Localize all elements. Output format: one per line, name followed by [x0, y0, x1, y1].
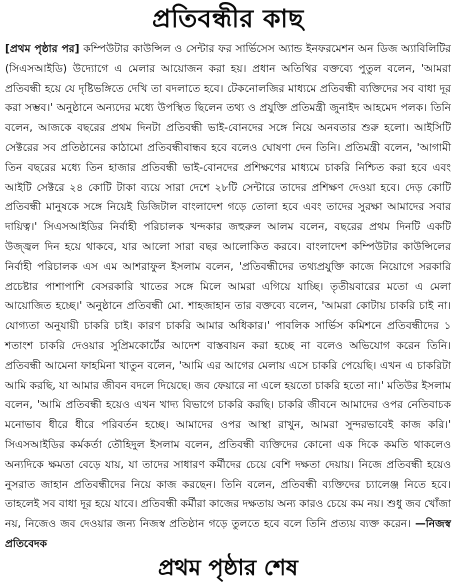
article-paragraph [5, 40, 451, 555]
headline: প্রতিবন্ধীর কাছ [152, 4, 304, 33]
next-article-headline-fragment: প্রথম পৃষ্ঠার শেষ [157, 556, 299, 581]
next-article-cutoff [0, 556, 456, 581]
article-text: কম্পিউটার কাউন্সিল ও সেন্টার ফর সার্ভিসেস অ্যান্ড ইনফরমেশন অন ডিজ অ্যাবিলিটির (সিএসআইডি) উদ্যোগে এ মেলার আয়োজন করা হয়। প্রধান অতিথির বক্তব্যে পুতুল বলেন, 'আমরা প্রতিবন্ধী হয়ে যে দৃষ্টিভঙ্গিতে দেখি তা বদলাতে হবে। টেকনোলজির মাধ্যমে প্রতিবন্ধী ব্যক্তিদের সব বাধা দূর করা সম্ভব।' অনুষ্ঠানে অন্যদের মধ্যে উপস্থিত ছিলেন তথ্য ও প্রযুক্তি প্রতিমন্ত্রী জুনাইদ আহমেদ পলক। তিনি বলেন, আজকে বছরের প্রথম দিনটা প্রতিবন্ধী ভাই-বোনদের সঙ্গে নিয়ে অনবতার শুরু হলো। আইসিটি সেক্টরের সব প্রতিষ্ঠানের কাঠামো প্রতিবন্ধীবান্ধব হবে বলেও ঘোষণা দেন তিনি। প্রতিমন্ত্রী বলেন, 'আগামী তিন বছরের মধ্যে তিন হাজার প্রতিবন্ধী ভাই-বোনদের প্রশিক্ষণের মাধ্যমে চাকরি নিশ্চিত করা হবে এবং আইটি সেক্টরে ২৪ কোটি টাকা ব্যয়ে সারা দেশে ২৮টি সেন্টারে তাদের প্রশিক্ষণ দেওয়া হবে। দেড় কোটি প্রতিবন্ধী মানুষকে সঙ্গে নিয়েই ডিজিটাল বাংলাদেশ গড়ে তোলা হবে এবং তাদের সুরক্ষা আমাদের সবার দায়িত্ব।' সিএসআইডির নির্বাহী পরিচালক খন্দকার জহুরুল আলম বলেন, বছরের প্রথম দিনটি একটি উজ্জ্বল দিন হয়ে থাকবে, যার আলো সারা বছর আলোকিত করবে। বাংলাদেশ কম্পিউটার কাউন্সিলের নির্বাহী পরিচালক এস এম আশরাফুল ইসলাম বলেন, 'প্রতিবন্ধীদের তথ্যপ্রযুক্তি কাজে নিয়োগে সরকারি প্রচেষ্টার পাশাপাশি বেসরকারি খাতের সঙ্গে মিলে আমরা এগিয়ে যাচ্ছি। তৃতীয়বারের মতো এ মেলা আয়োজিত হচ্ছে।' অনুষ্ঠানে প্রতিবন্ধী মো. শাহজাহান তার বক্তব্যে বলেন, 'আমরা কোটায় চাকরি চাই না। যোগ্যতা অনুযায়ী চাকরি চাই। কারণ চাকরি আমার অধিকার।' পাবলিক সার্ভিস কমিশনে প্রতিবন্ধীদের ১ শতাংশ চাকরি দেওয়ার সুপ্রিমকোর্টের আদেশ বাস্তবায়ন করা হচ্ছে না বলেও অভিযোগ করেন তিনি। প্রতিবন্ধী আমেনা ফাহমিনা খাতুন বলেন, 'আমি এর আগের মেলায় এসে চাকরি পেয়েছি। এখন এ চাকরিটা আমি করছি, যা আমার জীবন বদলে দিয়েছে। জব ফেয়ারে না এলে হয়তো চাকরি হতো না।' মতিউর ইসলাম বলেন, 'আমি প্রতিবন্ধী হয়েও এখন খাদ্য বিভাগে চাকরি করছি। চাকরি জীবনে আমাদের ওপর নেতিবাচক মনোভাব ধীরে ধীরে পরিবর্তন হচ্ছে। আমাদের ওপর আস্থা রাখুন, আমরা সুন্দরভাবেই কাজ করি।' সিএসআইডির কর্মকর্তা তৌহিদুল ইসলাম বলেন, প্রতিবন্ধী ব্যক্তিদের কোনো এক দিকে কমতি থাকলেও অন্যদিকে ক্ষমতা বেড়ে যায়, যা তাদের সাধারণ কর্মীদের চেয়ে বেশি দক্ষতা দেয়ায়। নিজে প্রতিবন্ধী হয়েও নুসরাত জাহান প্রতিবন্ধীদের নিয়ে কাজ করছেন। তিনি বলেন, প্রতিবন্ধী ব্যক্তিদের চ্যালেঞ্জ নিতে হবে। তাহলেই সব বাধা দূর হয়ে যাবে। প্রতিবন্ধী কর্মীরা কাজের দক্ষতায় অন্য কারও চেয়ে কম নয়। শুধু জব খোঁজা নয়, নিজেও জব দেওয়ার জন্য নিজস্ব প্রতিষ্ঠান গড়ে তুলতে হবে বলে তিনি প্রত্যয় ব্যক্ত করেন। [5, 43, 451, 531]
byline: —নিজস্ব প্রতিবেদক [5, 518, 451, 550]
article-body [5, 40, 451, 557]
continuation-tag: [প্রথম পৃষ্ঠার পর] [5, 43, 80, 55]
